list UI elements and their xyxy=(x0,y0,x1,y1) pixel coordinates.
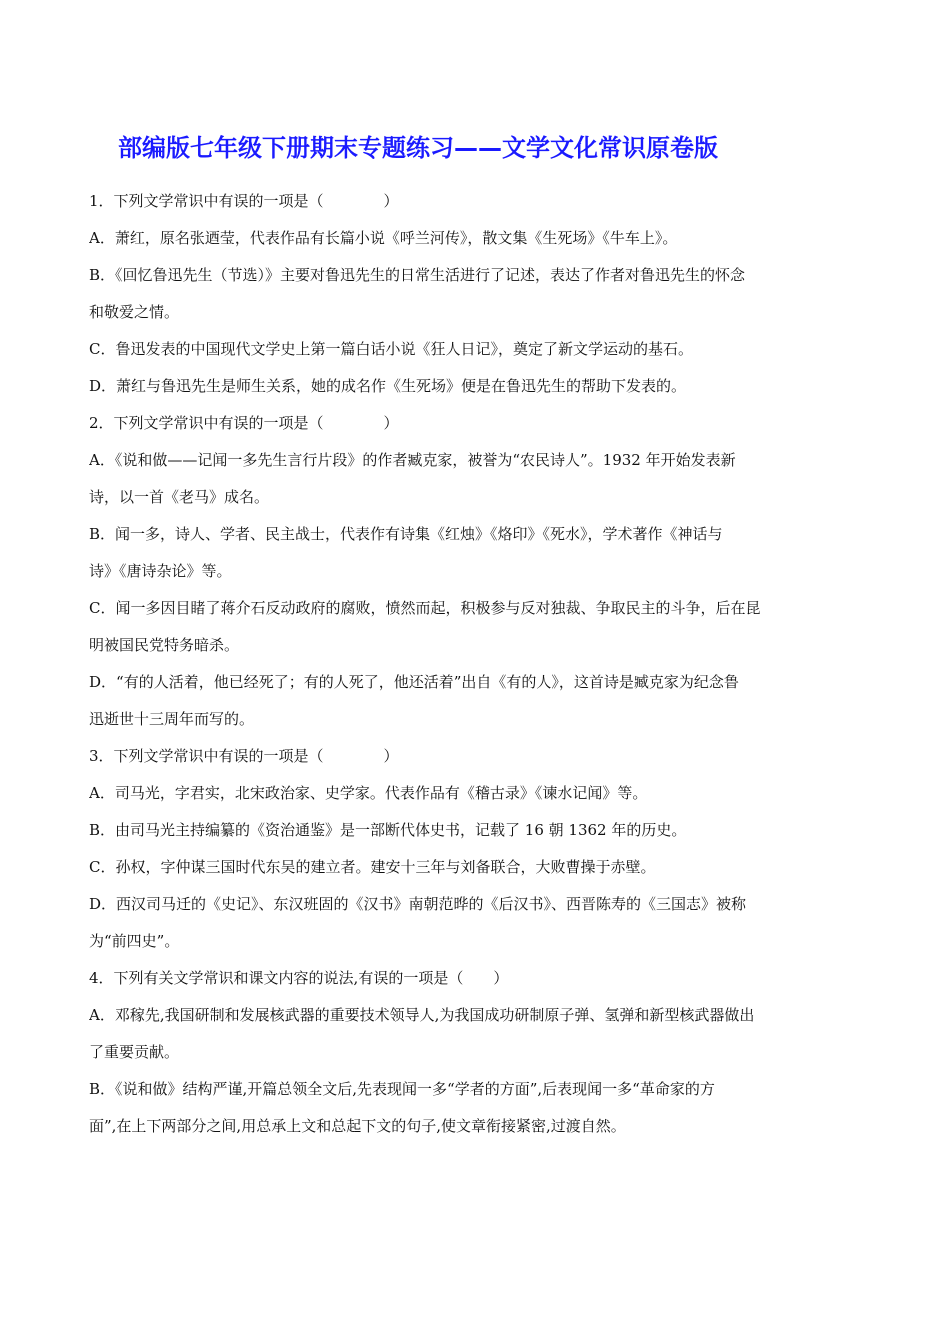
question-3-option-b: B．由司马光主持编纂的《资治通鉴》是一部断代体史书，记载了 16 朝 1362 年的历史。 xyxy=(89,821,687,839)
question-2-option-d-cont: 迅逝世十三周年而写的。 xyxy=(89,710,255,728)
question-1-option-c: C．鲁迅发表的中国现代文学史上第一篇白话小说《狂人日记》，奠定了新文学运动的基石。 xyxy=(89,340,693,358)
question-3-stem: 3．下列文学常识中有误的一项是（ ） xyxy=(89,747,399,765)
question-4-option-b: B．《说和做》结构严谨,开篇总领全文后,先表现闻一多“学者的方面”,后表现闻一多“革命家的方 xyxy=(89,1080,715,1098)
question-4-option-a-cont: 了重要贡献。 xyxy=(89,1043,180,1061)
question-4-stem: 4．下列有关文学常识和课文内容的说法,有误的一项是（ ） xyxy=(89,969,509,987)
question-2-option-a-cont: 诗，以一首《老马》成名。 xyxy=(89,488,270,506)
question-4-option-b-cont: 面”,在上下两部分之间,用总承上文和总起下文的句子,使文章衔接紧密,过渡自然。 xyxy=(89,1117,626,1135)
question-3-option-d-cont: 为“前四史”。 xyxy=(89,932,180,950)
question-1-option-b-cont: 和敬爱之情。 xyxy=(89,303,180,321)
question-2-option-c-cont: 明被国民党特务暗杀。 xyxy=(89,636,240,654)
question-1-option-a: A．萧红，原名张迺莹，代表作品有长篇小说《呼兰河传》，散文集《生死场》《牛车上》。 xyxy=(89,229,678,247)
document-title: 部编版七年级下册期末专题练习——文学文化常识原卷版 xyxy=(118,134,718,162)
question-2-option-d: D．“有的人活着，他已经死了；有的人死了，他还活着”出自《有的人》，这首诗是臧克家为纪念鲁 xyxy=(89,673,739,691)
question-2-option-c: C．闻一多因目睹了蒋介石反动政府的腐败，愤然而起，积极参与反对独裁、争取民主的斗争，后在昆 xyxy=(89,599,761,617)
question-1-stem: 1．下列文学常识中有误的一项是（ ） xyxy=(89,192,399,210)
document-body xyxy=(89,183,863,1145)
question-2-option-a: A．《说和做——记闻一多先生言行片段》的作者臧克家，被誉为“农民诗人”。1932 年开始发表新 xyxy=(89,451,736,469)
question-3-option-c: C．孙权，字仲谋三国时代东吴的建立者。建安十三年与刘备联合，大败曹操于赤壁。 xyxy=(89,858,656,876)
question-2-option-b: B．闻一多，诗人、学者、民主战士，代表作有诗集《红烛》《烙印》《死水》，学术著作《神话与 xyxy=(89,525,723,543)
question-1-option-b: B．《回忆鲁迅先生（节选）》主要对鲁迅先生的日常生活进行了记述，表达了作者对鲁迅先生的怀念 xyxy=(89,266,746,284)
question-2-option-b-cont: 诗》《唐诗杂论》等。 xyxy=(89,562,232,580)
question-2-stem: 2．下列文学常识中有误的一项是（ ） xyxy=(89,414,399,432)
question-3-option-d: D．西汉司马迁的《史记》、东汉班固的《汉书》南朝范晔的《后汉书》、西晋陈寿的《三国志》被称 xyxy=(89,895,747,913)
question-1-option-d: D．萧红与鲁迅先生是师生关系，她的成名作《生死场》便是在鲁迅先生的帮助下发表的。 xyxy=(89,377,687,395)
question-3-option-a: A．司马光，字君实，北宋政治家、史学家。代表作品有《稽古录》《谏水记闻》等。 xyxy=(89,784,648,802)
question-4-option-a: A．邓稼先,我国研制和发展核武器的重要技术领导人,为我国成功研制原子弹、氢弹和新型核武器做出 xyxy=(89,1006,755,1024)
